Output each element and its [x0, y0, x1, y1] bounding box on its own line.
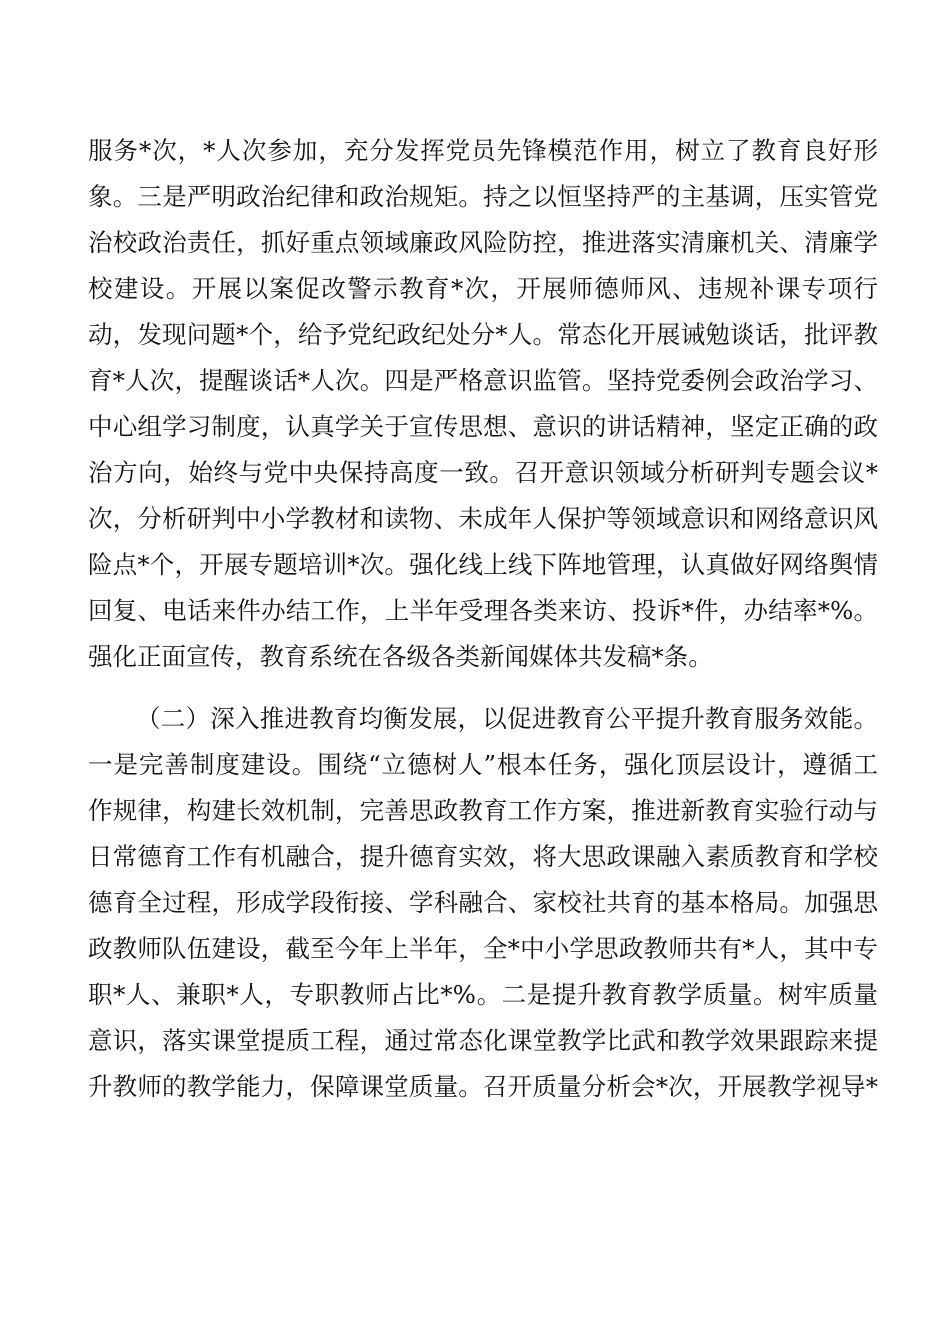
- paragraph-line: 意识，落实课堂提质工程，通过常态化课堂教学比武和教学效果跟踪来提: [88, 1026, 878, 1055]
- paragraph-line: 校建设。开展以案促改警示教育*次，开展师德师风、违规补课专项行: [88, 274, 878, 303]
- paragraph-1: [88, 128, 878, 680]
- paragraph-line: 回复、电话来件办结工作，上半年受理各类来访、投诉*件，办结率*%。: [88, 596, 878, 625]
- body-text: [88, 128, 878, 1110]
- paragraph-line: 一是完善制度建设。围绕“立德树人”根本任务，强化顶层设计，遵循工: [88, 750, 878, 779]
- paragraph-line: 德育全过程，形成学段衔接、学科融合、家校社共育的基本格局。加强思: [88, 888, 878, 917]
- paragraph-2: [88, 696, 878, 1110]
- paragraph-line: 次，分析研判中小学教材和读物、未成年人保护等领域意识和网络意识风: [88, 504, 878, 533]
- paragraph-line: 升教师的教学能力，保障课堂质量。召开质量分析会*次，开展教学视导*: [88, 1072, 878, 1101]
- paragraph-line: 象。三是严明政治纪律和政治规矩。持之以恒坚持严的主基调，压实管党: [88, 182, 878, 211]
- paragraph-line: 日常德育工作有机融合，提升德育实效，将大思政课融入素质教育和学校: [88, 842, 878, 871]
- paragraph-line: 险点*个，开展专题培训*次。强化线上线下阵地管理，认真做好网络舆情: [88, 550, 878, 579]
- paragraph-line: 治方向，始终与党中央保持高度一致。召开意识领域分析研判专题会议*: [88, 458, 878, 487]
- paragraph-line: 作规律，构建长效机制，完善思政教育工作方案，推进新教育实验行动与: [88, 796, 878, 825]
- paragraph-line: 育*人次，提醒谈话*人次。四是严格意识监管。坚持党委例会政治学习、: [88, 366, 878, 395]
- paragraph-line: 强化正面宣传，教育系统在各级各类新闻媒体共发稿*条。: [88, 642, 713, 671]
- paragraph-line: 服务*次，*人次参加，充分发挥党员先锋模范作用，树立了教育良好形: [88, 136, 878, 165]
- paragraph-line: 治校政治责任，抓好重点领域廉政风险防控，推进落实清廉机关、清廉学: [88, 228, 878, 257]
- paragraph-line: 动，发现问题*个，给予党纪政纪处分*人。常态化开展诫勉谈话，批评教: [88, 320, 878, 349]
- section-heading-line: （二）深入推进教育均衡发展，以促进教育公平提升教育服务效能。: [136, 704, 878, 733]
- paragraph-line: 政教师队伍建设，截至今年上半年，全*中小学思政教师共有*人，其中专: [88, 934, 878, 963]
- paragraph-gap: [88, 680, 878, 696]
- paragraph-line: 职*人、兼职*人，专职教师占比*%。二是提升教育教学质量。树牢质量: [88, 980, 878, 1009]
- paragraph-line: 中心组学习制度，认真学关于宣传思想、意识的讲话精神，坚定正确的政: [88, 412, 878, 441]
